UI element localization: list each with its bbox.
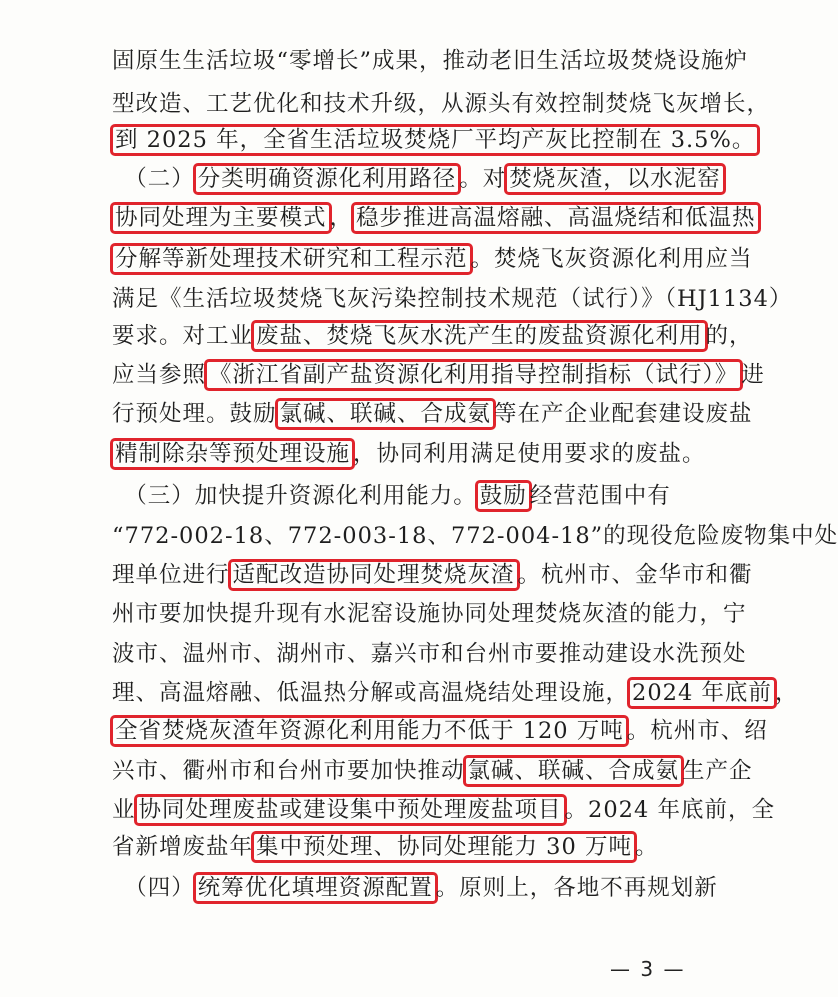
text-line xyxy=(112,832,718,866)
text-line xyxy=(112,439,718,473)
highlighted-phrase: 氯碱、联碱、合成氨 xyxy=(463,755,685,787)
text-line xyxy=(112,795,775,829)
text-segment: 。原则上，各地不再规划新 xyxy=(435,875,718,901)
text-segment: 型改造、工艺优化和技术升级，从源头有效控制焚烧飞灰增长， xyxy=(112,91,771,117)
text-segment: 。杭州市、绍 xyxy=(626,718,768,744)
text-segment: “772-002-18、772-003-18、772-004-18”的现役危险废物集中处 xyxy=(112,523,838,549)
text-line xyxy=(112,873,718,907)
text-segment: 等在产企业配套建设废盐 xyxy=(494,401,753,427)
text-line xyxy=(112,321,753,355)
text-segment: 生产企 xyxy=(682,758,753,784)
highlighted-phrase: 2024 年底前 xyxy=(627,677,777,709)
text-segment: 。杭州市、金华市和衢 xyxy=(517,562,753,588)
text-segment: ，协同利用满足使用要求的废盐。 xyxy=(353,441,706,467)
text-segment: 行预处理。鼓励 xyxy=(112,401,277,427)
text-segment: 进 xyxy=(741,362,765,388)
text-segment: ， xyxy=(774,680,799,706)
text-segment: 应当参照 xyxy=(112,362,207,388)
page-number: — 3 — xyxy=(610,957,686,981)
text-line xyxy=(112,89,771,123)
text-segment: 要求。对工业 xyxy=(112,323,254,349)
text-segment: 理单位进行 xyxy=(112,562,230,588)
text-segment: 理、高温熔融、低温热分解或高温烧结处理设施， xyxy=(112,680,630,706)
text-segment: 满足《生活垃圾焚烧飞灰污染控制技术规范（试行）》（HJ1134） xyxy=(112,286,793,312)
text-line xyxy=(112,678,799,712)
text-line xyxy=(112,164,721,198)
highlighted-phrase: 协同处理为主要模式 xyxy=(110,202,332,234)
highlighted-phrase: 分解等新处理技术研究和工程示范 xyxy=(110,243,473,275)
text-segment: 波市、温州市、湖州市、嘉兴市和台州市要推动建设水洗预处 xyxy=(112,641,747,667)
text-segment: 的， xyxy=(705,323,753,349)
text-segment: 。 xyxy=(634,834,659,860)
text-line xyxy=(112,756,753,790)
text-line xyxy=(112,716,768,750)
highlighted-phrase: 分类明确资源化利用路径 xyxy=(193,163,462,195)
text-segment: 。2024 年底前，全 xyxy=(564,797,775,823)
highlighted-phrase: 焚烧灰渣，以水泥窑 xyxy=(504,163,726,195)
text-line xyxy=(112,203,756,237)
highlighted-phrase: 全省焚烧灰渣年资源化利用能力不低于 120 万吨 xyxy=(110,715,629,747)
highlighted-phrase: 适配改造协同处理焚烧灰渣 xyxy=(228,559,520,591)
text-segment: 省新增废盐年 xyxy=(112,834,254,860)
text-line xyxy=(112,125,756,159)
text-segment: 兴市、衢州市和台州市要加快推动 xyxy=(112,758,465,784)
text-segment: ， xyxy=(329,205,354,231)
text-line xyxy=(112,639,747,673)
text-segment: （四） xyxy=(112,875,195,901)
highlighted-phrase: 精制除杂等预处理设施 xyxy=(110,438,355,470)
text-line xyxy=(112,560,753,594)
text-line xyxy=(112,399,753,433)
text-line xyxy=(112,360,765,394)
highlighted-phrase: 到 2025 年，全省生活垃圾焚烧厂平均产灰比控制在 3.5%。 xyxy=(110,124,760,156)
highlighted-phrase: 集中预处理、协同处理能力 30 万吨 xyxy=(251,831,637,863)
text-segment: 。焚烧飞灰资源化利用应当 xyxy=(470,246,753,272)
highlighted-phrase: 氯碱、联碱、合成氨 xyxy=(275,398,497,430)
highlighted-phrase: 废盐、焚烧飞灰水洗产生的废盐资源化利用 xyxy=(251,320,708,352)
text-segment: 业 xyxy=(112,797,136,823)
text-line xyxy=(112,521,838,555)
highlighted-phrase: 统筹优化填埋资源配置 xyxy=(193,872,438,904)
text-line xyxy=(112,284,793,318)
text-segment: 州市要加快提升现有水泥窑设施协同处理焚烧灰渣的能力，宁 xyxy=(112,601,747,627)
text-line xyxy=(112,599,747,633)
text-segment: 固原生生活垃圾“零增长”成果，推动老旧生活垃圾焚烧设施炉 xyxy=(112,48,749,74)
highlighted-phrase: 鼓励 xyxy=(475,480,532,512)
text-segment: （二） xyxy=(112,166,195,192)
highlighted-phrase: 稳步推进高温熔融、高温烧结和低温热 xyxy=(351,202,761,234)
text-segment: 经营范围中有 xyxy=(529,483,671,509)
text-line xyxy=(112,46,749,80)
text-line xyxy=(112,244,753,278)
highlighted-phrase: 《浙江省副产盐资源化利用指导控制指标（试行）》 xyxy=(204,359,743,391)
text-segment: （三）加快提升资源化利用能力。 xyxy=(112,483,477,509)
text-line xyxy=(112,481,718,515)
highlighted-phrase: 协同处理废盐或建设集中预处理废盐项目 xyxy=(134,794,567,826)
text-segment: 。对 xyxy=(459,166,507,192)
